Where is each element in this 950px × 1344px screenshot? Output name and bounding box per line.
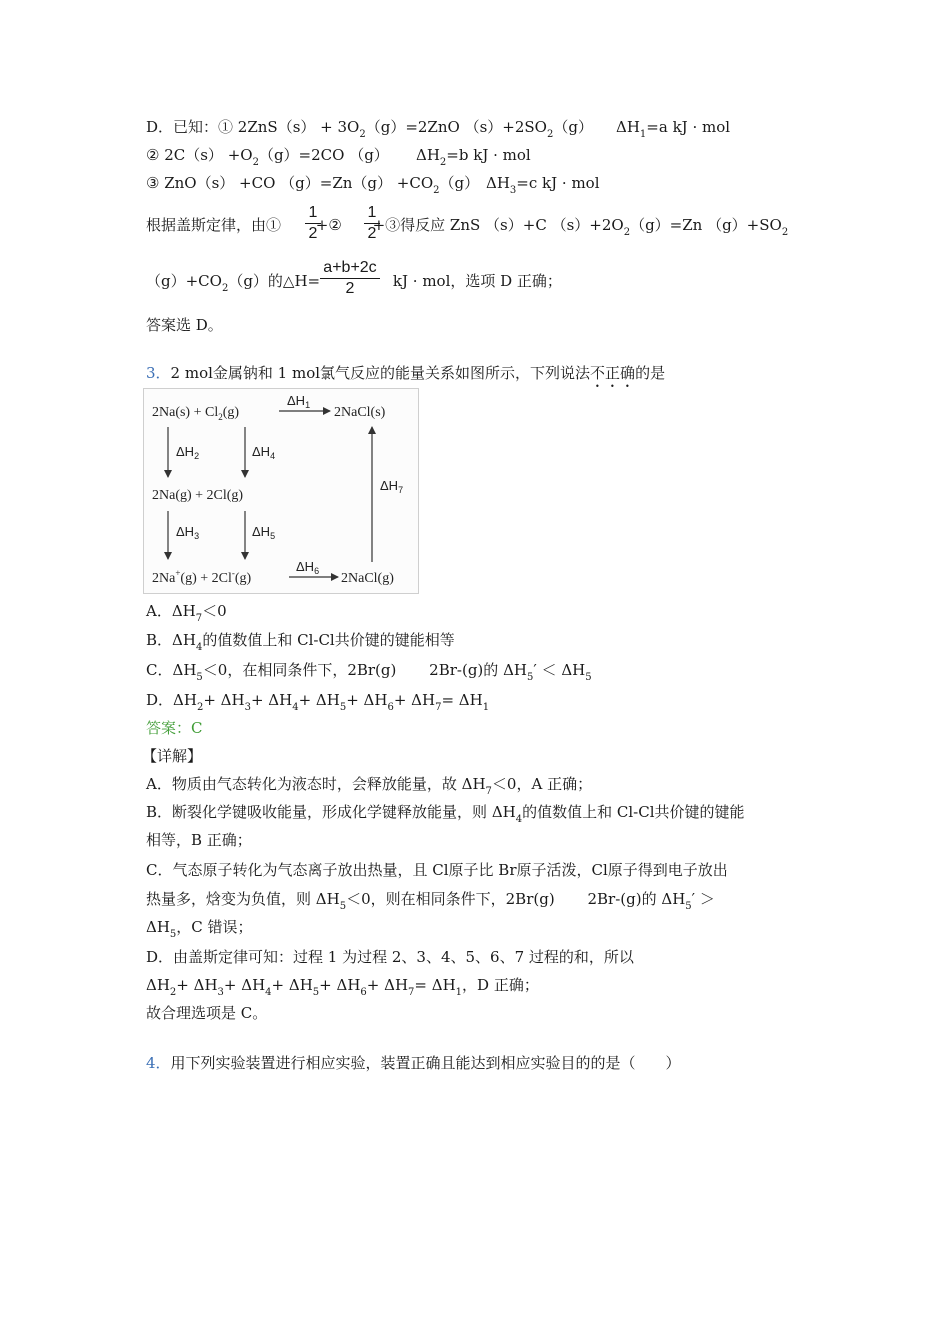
- hess-line2: $(g)+CO_2(g)$的△H= kJ · mol，选项 D 正确；: [146, 272, 562, 294]
- label-dh5: $\Delta H_5$: [252, 524, 276, 541]
- hess-line1: 根据盖斯定律，由① +② +③得反应 ZnS （s）+C $(s)+2O_2(g)=Zn$ $(g)+SO_2$: [146, 216, 789, 238]
- q3-stem: 3．2 mol金属钠和 1 mol氯气反应的能量关系如图所示，下列说法不正确的是: [146, 364, 666, 382]
- q3-explain-c2: 热量多，焓变为负值，则 $\Delta H_5<0$，则在相同条件下，2Br(g) 2Br-(g)的 $\Delta H_5'$ ＞: [146, 890, 715, 912]
- q3-answer: 答案：C: [146, 719, 203, 737]
- diagram-row3-left: 2Na+(g) + 2Cl-(g): [152, 568, 252, 586]
- dh2: $\Delta H_2=b$ kJ · mol: [416, 146, 531, 168]
- label-dh6: $\Delta H_6$: [296, 559, 320, 576]
- q3-option-c: C．$\Delta H_5<0$，在相同条件下，2Br(g) 2Br-(g)的 $\Delta H_5' < \Delta H_5$: [146, 661, 592, 683]
- q3-detail-heading: 【详解】: [142, 747, 203, 765]
- fraction-half-2: 1 2: [364, 203, 380, 244]
- q3-conclusion: 故合理选项是 C。: [146, 1004, 268, 1022]
- part-d-line3: ③ ZnO（s） +CO $(g)=Zn(g) +CO_2(g)$ $\Delta H_3=c$ kJ · mol: [146, 174, 600, 196]
- q3-explain-b2: 相等，B 正确；: [146, 831, 252, 849]
- label-dh7: $\Delta H_7$: [380, 478, 404, 495]
- diagram-row1-left: $2Na(s) + Cl_2(g)$: [152, 405, 240, 422]
- energy-diagram: [143, 388, 419, 594]
- q3-explain-c3: $\Delta H_5$，C 错误；: [146, 918, 253, 940]
- label-dh1: $\Delta H_1$: [287, 393, 311, 410]
- q3-explain-d2: $\Delta H_2+ \Delta H_3+ \Delta H_4+ \Delta H_5+ \Delta H_6+ \Delta H_7= \Delta H_1$，D 正确；: [146, 976, 539, 998]
- part-d-answer: 答案选 D。: [146, 316, 223, 334]
- q3-option-a: A．$\Delta H_7<0$: [146, 602, 227, 624]
- q3-explain-a: A．物质由气态转化为液态时，会释放能量，故 $\Delta H_7<0$，A 正确；: [146, 775, 593, 797]
- fraction-abc: a+b+2c 2: [320, 258, 380, 299]
- diagram-row3-right: 2NaCl(g): [341, 571, 394, 586]
- label-dh3: $\Delta H_3$: [176, 524, 200, 541]
- q4-stem: 4．用下列实验装置进行相应实验，装置正确且能达到相应实验目的的是（ ）: [146, 1054, 681, 1072]
- dh3: $\Delta H_3=c$ kJ · mol: [486, 174, 600, 196]
- q3-option-b: B．$\Delta H_4$的值数值上和 Cl-Cl共价键的键能相等: [146, 631, 455, 653]
- fraction-half-1: 1 2: [305, 203, 321, 244]
- diagram-row1-right: 2NaCl(s): [334, 405, 386, 420]
- label-dh2: $\Delta H_2$: [176, 444, 200, 461]
- q3-explain-c1: C．气态原子转化为气态离子放出热量，且 Cl原子比 Br原子活泼，Cl原子得到电子放出: [146, 861, 728, 879]
- dh1: $\Delta H_1=a$ kJ · mol: [616, 118, 731, 140]
- label-dh4: $\Delta H_4$: [252, 444, 276, 461]
- diagram-row2: 2Na(g) + 2Cl(g): [152, 488, 244, 503]
- q3-explain-b1: B．断裂化学键吸收能量，形成化学键释放能量，则 $\Delta H_4$的值数值上和 Cl-Cl共价键的键能: [146, 803, 745, 825]
- q3-explain-d1: D．由盖斯定律可知：过程 1 为过程 2、3、4、5、6、7 过程的和，所以: [146, 948, 634, 966]
- q3-option-d: D．$\Delta H_2+ \Delta H_3+ \Delta H_4+ \Delta H_5+ \Delta H_6+ \Delta H_7= \Delta H_1$: [146, 691, 490, 713]
- part-d-line2: ② $2C(s) +O_2(g)=2CO$ （g） $\Delta H_2=b$ kJ · mol: [146, 146, 531, 168]
- part-d-line1: D．已知：① $2ZnS(s) + 3O_2(g)=2ZnO$ $(s)+2SO_2(g)$ $\Delta H_1=a$ kJ · mol: [146, 118, 731, 140]
